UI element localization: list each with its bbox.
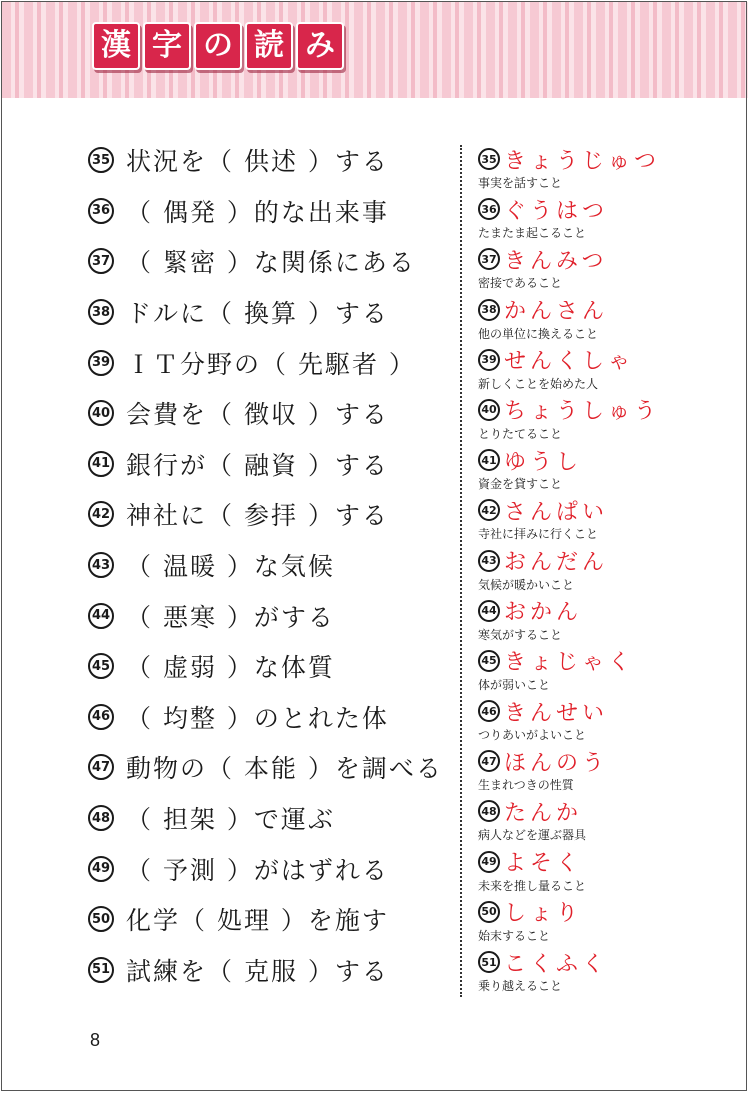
answer-number: 49 [478,851,500,873]
question-number: 51 [88,957,114,983]
question-number: 36 [88,198,114,224]
question-number: 49 [88,856,114,882]
question-text: （ 担架 ）で運ぶ [126,805,335,835]
question-text: 化学（ 処理 ）を施す [126,906,389,936]
question-item [88,793,458,844]
answer-meaning: 他の単位に換えること [478,326,599,341]
question-text: 動物の（ 本能 ）を調べる [126,754,443,784]
answer-meaning: 病人などを運ぶ器具 [478,828,587,843]
answer-item [478,597,748,647]
dotted-divider [460,145,462,997]
answer-number: 43 [478,550,500,572]
question-item [88,236,458,287]
answer-reading: きょじゃく [504,650,635,676]
question-text: （ 虚弱 ）な体質 [126,653,335,683]
question-number: 47 [88,754,114,780]
answer-meaning: 気候が暖かいこと [478,577,575,592]
answer-reading: こくふく [504,951,609,977]
question-number: 45 [88,653,114,679]
answer-reading: おんだん [504,550,609,575]
answer-item [478,195,748,245]
answer-number: 37 [478,248,500,270]
answer-meaning: 資金を貸すこと [478,477,563,492]
answer-item [478,145,748,195]
answer-item [478,496,748,546]
answer-item [478,848,748,898]
answer-reading: しょり [504,901,583,927]
answer-number: 46 [478,700,500,722]
question-item [88,641,458,692]
question-item [88,843,458,894]
answer-reading: せんくしゃ [504,349,635,375]
answer-item [478,446,748,496]
answer-number: 45 [478,650,500,672]
question-item [88,186,458,237]
question-number: 35 [88,147,114,173]
question-item [88,337,458,388]
question-text: 神社に（ 参拝 ）する [126,501,389,531]
answer-meaning: 密接であること [478,276,563,291]
answer-reading: ゆうし [504,449,583,475]
answer-meaning: 寺社に拝みに行くこと [478,527,599,542]
question-number: 41 [88,451,114,477]
answer-item [478,898,748,948]
answer-number: 42 [478,499,500,521]
answer-number: 47 [478,750,500,772]
question-number: 38 [88,299,114,325]
question-item [88,287,458,338]
question-text: ＩＴ分野の（ 先駆者 ） [126,349,416,379]
question-text: （ 予測 ）がはずれる [126,855,389,885]
answer-meaning: たまたま起こること [478,226,587,241]
page-title [92,22,344,68]
answer-item [478,346,748,396]
answer-meaning: 体が弱いこと [478,677,551,692]
answer-meaning: 生まれつきの性質 [478,778,574,793]
answer-number: 41 [478,449,500,471]
answer-item [478,747,748,797]
question-number: 42 [88,501,114,527]
answer-item [478,296,748,346]
answer-meaning: 乗り越えること [478,979,563,993]
answer-item [478,797,748,847]
answer-reading: ちょうしゅう [504,399,661,425]
question-item [88,135,458,186]
answer-number: 40 [478,399,500,421]
answer-reading: きんみつ [504,248,608,274]
answer-item [478,245,748,295]
answer-reading: おかん [504,600,583,626]
answer-number: 48 [478,800,500,822]
question-item [88,894,458,945]
answer-number: 44 [478,600,500,622]
answer-item [478,647,748,697]
page-number: 8 [90,1030,101,1050]
question-list [88,135,458,995]
answer-number: 36 [478,198,500,220]
answer-meaning: 未来を推し量ること [478,878,587,893]
title-char: 読 [245,22,293,70]
answer-meaning: つりあいがよいこと [478,728,587,743]
title-char: 字 [143,22,191,70]
answer-number: 39 [478,349,500,371]
question-item [88,540,458,591]
answer-meaning: 新しくことを始めた人 [478,376,599,391]
question-number: 44 [88,603,114,629]
answer-reading: たんか [504,800,583,826]
question-number: 37 [88,248,114,274]
answer-item [478,396,748,446]
answer-reading: きんせい [504,700,609,726]
question-item [88,742,458,793]
answer-number: 38 [478,299,500,321]
answer-reading: ほんのう [504,750,609,776]
question-item [88,692,458,743]
answer-meaning: とりたてること [478,426,563,441]
question-number: 43 [88,552,114,578]
question-text: 状況を（ 供述 ）する [126,147,389,177]
answer-reading: かんさん [504,299,609,325]
title-char: の [194,22,242,70]
answer-reading: さんぱい [504,499,609,525]
answer-meaning: 始末すること [478,928,551,943]
answer-reading: きょうじゅつ [504,148,661,174]
answer-reading: ぐうはつ [504,198,609,224]
question-text: （ 温暖 ）な気候 [126,552,335,582]
answer-number: 35 [478,148,500,170]
question-text: 銀行が（ 融資 ）する [126,450,389,480]
answer-item [478,547,748,597]
question-text: （ 悪寒 ）がする [126,602,335,632]
title-char: み [296,22,344,70]
answer-meaning: 事実を話すこと [478,176,563,190]
question-item [88,388,458,439]
answer-number: 50 [478,901,500,923]
answer-item [478,697,748,747]
question-item [88,439,458,490]
question-number: 46 [88,704,114,730]
question-text: （ 偶発 ）的な出来事 [126,197,389,227]
question-item [88,590,458,641]
question-number: 39 [88,350,114,376]
answer-item [478,948,748,998]
answer-list [478,145,748,998]
question-text: 試練を（ 克服 ）する [126,956,389,986]
answer-reading: よそく [504,851,583,877]
question-text: ドルに（ 換算 ）する [126,299,389,329]
question-text: （ 緊密 ）な関係にある [126,248,416,278]
question-number: 50 [88,906,114,932]
question-number: 48 [88,805,114,831]
question-number: 40 [88,400,114,426]
question-item [88,945,458,996]
title-char: 漢 [92,22,140,70]
question-text: 会費を（ 徴収 ）する [126,400,389,430]
question-item [88,489,458,540]
question-text: （ 均整 ）のとれた体 [126,703,389,733]
answer-meaning: 寒気がすること [478,627,563,642]
answer-number: 51 [478,951,500,973]
